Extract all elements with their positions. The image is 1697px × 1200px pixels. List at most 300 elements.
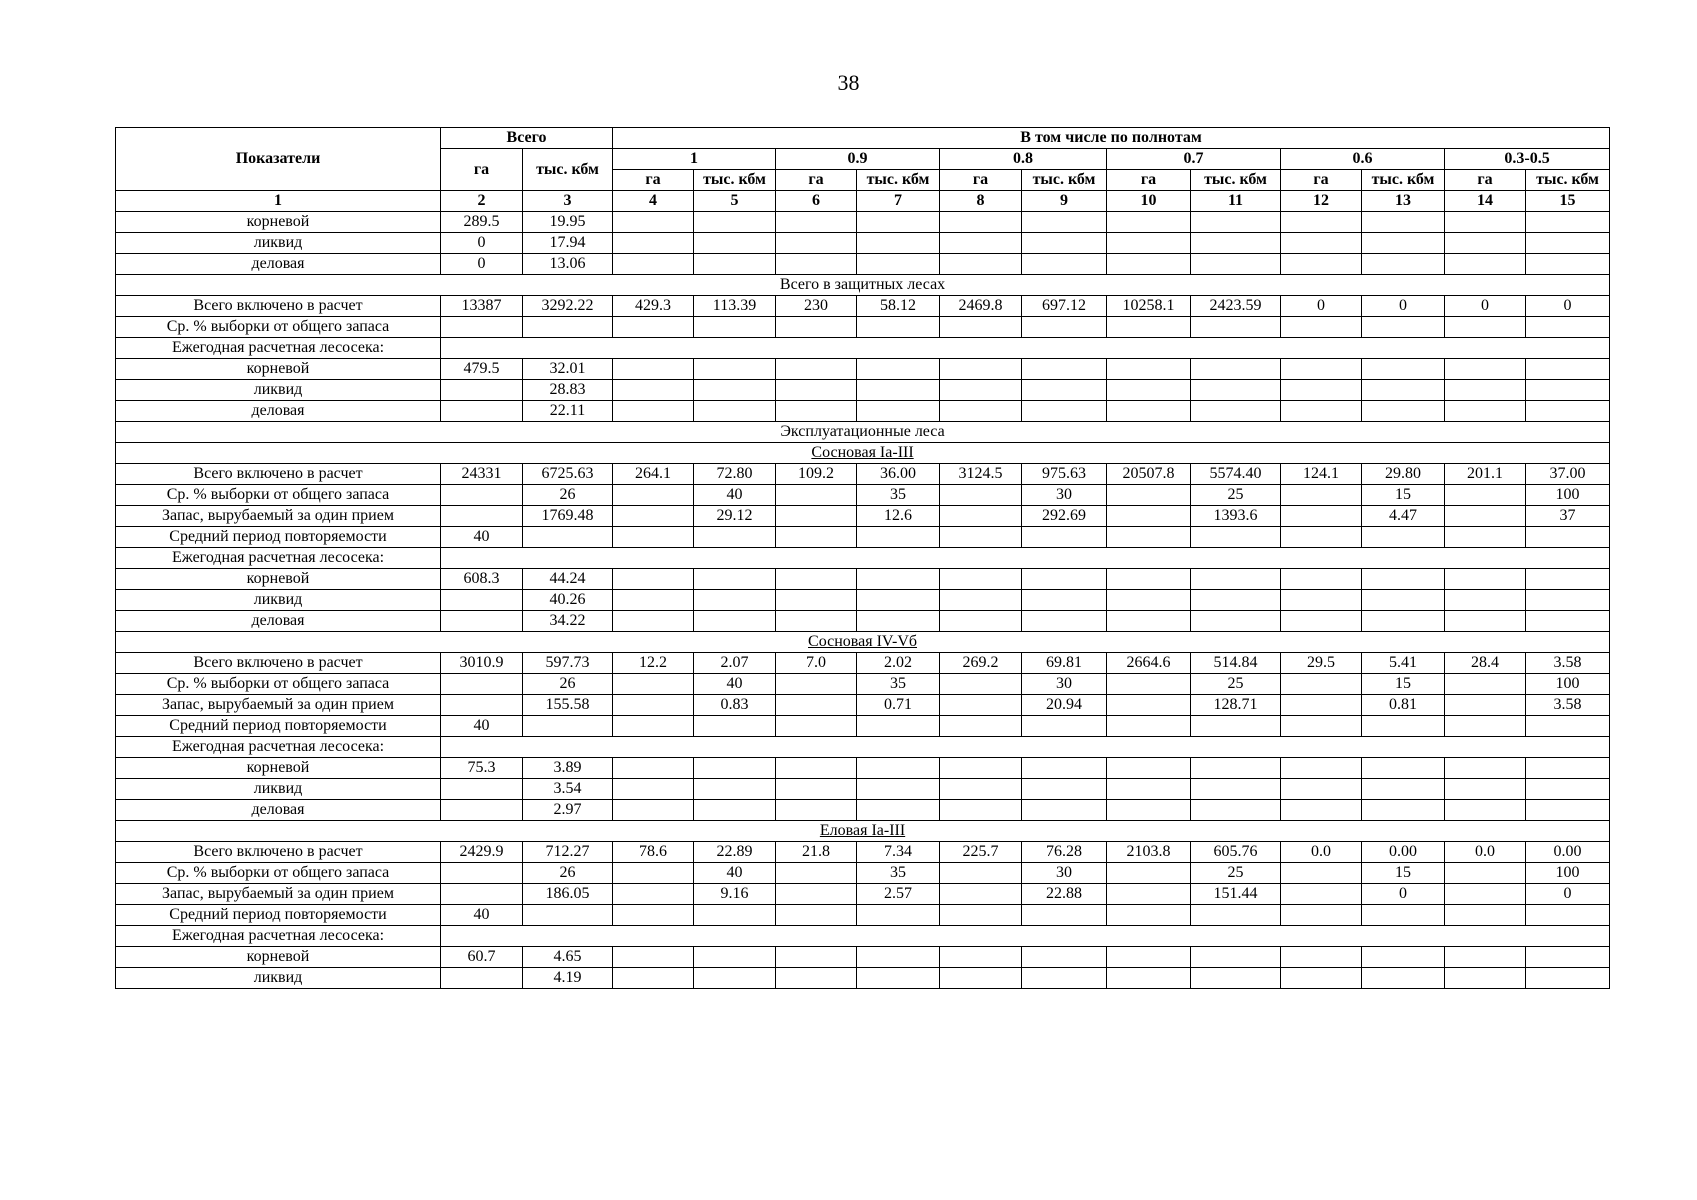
empty-span-cell xyxy=(441,737,1610,758)
table-row xyxy=(116,485,1610,506)
table-cell: 2664.6 xyxy=(1107,653,1191,674)
table-cell: 29.12 xyxy=(694,506,776,527)
table-cell xyxy=(1362,359,1445,380)
table-cell xyxy=(694,569,776,590)
table-cell xyxy=(613,695,694,716)
table-cell xyxy=(1362,947,1445,968)
header-unit-ga: га xyxy=(1281,170,1362,191)
table-cell xyxy=(857,590,940,611)
table-cell: 37.00 xyxy=(1526,464,1610,485)
table-cell xyxy=(613,800,694,821)
row-label: Запас, вырубаемый за один прием xyxy=(116,506,441,527)
table-cell: 712.27 xyxy=(523,842,613,863)
table-cell xyxy=(1022,947,1107,968)
table-cell xyxy=(1191,233,1281,254)
table-cell xyxy=(1281,905,1362,926)
table-cell xyxy=(1445,758,1526,779)
table-cell xyxy=(523,716,613,737)
table-cell xyxy=(694,401,776,422)
table-cell xyxy=(1281,590,1362,611)
table-cell xyxy=(1107,317,1191,338)
row-label: деловая xyxy=(116,401,441,422)
table-cell xyxy=(1362,590,1445,611)
table-cell: 3.54 xyxy=(523,779,613,800)
table-cell: 292.69 xyxy=(1022,506,1107,527)
table-cell xyxy=(613,506,694,527)
table-cell xyxy=(1281,968,1362,989)
subsection-title xyxy=(116,443,1610,464)
table-row xyxy=(116,863,1610,884)
table-cell xyxy=(940,590,1022,611)
table-cell xyxy=(940,947,1022,968)
table-row xyxy=(116,233,1610,254)
table-cell: 1769.48 xyxy=(523,506,613,527)
table-cell xyxy=(776,674,857,695)
table-cell: 35 xyxy=(857,674,940,695)
section-row xyxy=(116,275,1610,296)
table-cell xyxy=(694,380,776,401)
row-label: Ср. % выборки от общего запаса xyxy=(116,485,441,506)
table-cell: 13.06 xyxy=(523,254,613,275)
table-cell: 2423.59 xyxy=(1191,296,1281,317)
table-cell xyxy=(1445,233,1526,254)
table-cell xyxy=(1191,590,1281,611)
table-cell: 19.95 xyxy=(523,212,613,233)
header-unit-kbm: тыс. кбм xyxy=(1191,170,1281,191)
table-cell xyxy=(776,506,857,527)
table-cell xyxy=(1526,611,1610,632)
table-cell: 25 xyxy=(1191,863,1281,884)
table-cell xyxy=(857,401,940,422)
table-cell xyxy=(613,569,694,590)
table-cell: 60.7 xyxy=(441,947,523,968)
column-number: 7 xyxy=(857,191,940,212)
table-cell: 12.2 xyxy=(613,653,694,674)
table-cell xyxy=(776,863,857,884)
table-cell xyxy=(441,611,523,632)
table-cell xyxy=(940,233,1022,254)
table-cell: 697.12 xyxy=(1022,296,1107,317)
column-number-row xyxy=(116,191,1610,212)
table-cell: 0 xyxy=(441,233,523,254)
table-cell: 30 xyxy=(1022,863,1107,884)
table-cell xyxy=(613,674,694,695)
table-cell xyxy=(1362,968,1445,989)
table-cell: 124.1 xyxy=(1281,464,1362,485)
column-number: 8 xyxy=(940,191,1022,212)
row-label: Запас, вырубаемый за один прием xyxy=(116,884,441,905)
table-cell: 0 xyxy=(441,254,523,275)
header-total-ga: га xyxy=(441,149,523,191)
header-total-kbm: тыс. кбм xyxy=(523,149,613,191)
table-cell: 37 xyxy=(1526,506,1610,527)
table-cell xyxy=(613,947,694,968)
table-row xyxy=(116,464,1610,485)
table-cell xyxy=(1526,905,1610,926)
table-cell xyxy=(940,317,1022,338)
label-row xyxy=(116,548,1610,569)
table-cell: 4.65 xyxy=(523,947,613,968)
row-label: корневой xyxy=(116,359,441,380)
column-number: 14 xyxy=(1445,191,1526,212)
table-cell xyxy=(613,863,694,884)
header-density: 0.7 xyxy=(1107,149,1281,170)
table-cell: 2.57 xyxy=(857,884,940,905)
table-cell: 2429.9 xyxy=(441,842,523,863)
label-row xyxy=(116,926,1610,947)
table-cell xyxy=(1191,800,1281,821)
table-cell xyxy=(1281,359,1362,380)
table-cell xyxy=(1362,800,1445,821)
table-cell xyxy=(1022,611,1107,632)
table-cell xyxy=(1362,779,1445,800)
table-cell xyxy=(940,359,1022,380)
table-cell xyxy=(1445,611,1526,632)
table-cell xyxy=(1281,401,1362,422)
table-row xyxy=(116,359,1610,380)
row-label: ликвид xyxy=(116,779,441,800)
table-cell xyxy=(940,401,1022,422)
column-number: 1 xyxy=(116,191,441,212)
table-cell: 3010.9 xyxy=(441,653,523,674)
table-row xyxy=(116,527,1610,548)
column-number: 12 xyxy=(1281,191,1362,212)
table-cell xyxy=(694,779,776,800)
table-cell xyxy=(1191,401,1281,422)
table-row xyxy=(116,674,1610,695)
section-title xyxy=(116,275,1610,296)
table-cell xyxy=(857,758,940,779)
table-cell xyxy=(441,317,523,338)
table-cell xyxy=(776,590,857,611)
table-cell xyxy=(1526,758,1610,779)
table-cell xyxy=(940,716,1022,737)
table-cell: 13387 xyxy=(441,296,523,317)
table-cell xyxy=(613,590,694,611)
subsection-row xyxy=(116,821,1610,842)
table-cell xyxy=(613,380,694,401)
table-cell: 0 xyxy=(1526,884,1610,905)
table-cell xyxy=(1445,800,1526,821)
table-cell xyxy=(1107,590,1191,611)
table-cell xyxy=(1445,380,1526,401)
table-cell xyxy=(1191,380,1281,401)
table-cell: 35 xyxy=(857,485,940,506)
table-cell xyxy=(1526,317,1610,338)
table-cell xyxy=(1526,212,1610,233)
table-cell xyxy=(776,527,857,548)
table-cell xyxy=(1107,380,1191,401)
table-cell: 0.71 xyxy=(857,695,940,716)
forest-table xyxy=(115,127,1610,989)
table-cell xyxy=(441,968,523,989)
table-cell xyxy=(1107,233,1191,254)
table-cell xyxy=(1445,716,1526,737)
table-cell xyxy=(776,611,857,632)
header-unit-ga: га xyxy=(613,170,694,191)
table-cell: 4.47 xyxy=(1362,506,1445,527)
table-cell xyxy=(1107,863,1191,884)
table-cell xyxy=(776,758,857,779)
header-unit-ga: га xyxy=(1445,170,1526,191)
table-cell: 0 xyxy=(1445,296,1526,317)
empty-span-cell xyxy=(441,926,1610,947)
table-cell: 0.00 xyxy=(1362,842,1445,863)
column-number: 11 xyxy=(1191,191,1281,212)
table-cell xyxy=(857,569,940,590)
table-cell xyxy=(1022,569,1107,590)
table-cell xyxy=(1022,527,1107,548)
table-cell xyxy=(694,611,776,632)
row-label: Запас, вырубаемый за один прием xyxy=(116,695,441,716)
table-cell xyxy=(857,800,940,821)
table-cell: 20.94 xyxy=(1022,695,1107,716)
table-body xyxy=(116,212,1610,989)
table-cell xyxy=(940,506,1022,527)
table-cell xyxy=(857,212,940,233)
table-cell: 2469.8 xyxy=(940,296,1022,317)
table-cell xyxy=(1445,695,1526,716)
table-cell xyxy=(1107,674,1191,695)
row-label: деловая xyxy=(116,800,441,821)
table-cell: 225.7 xyxy=(940,842,1022,863)
subsection-title-text: Сосновая IV-Vб xyxy=(808,633,918,650)
table-row xyxy=(116,296,1610,317)
table-cell xyxy=(776,800,857,821)
row-label: Ежегодная расчетная лесосека: xyxy=(116,548,441,569)
table-cell xyxy=(441,695,523,716)
table-cell xyxy=(1107,968,1191,989)
table-cell xyxy=(1526,380,1610,401)
page-number: 38 xyxy=(837,70,860,95)
table-cell xyxy=(1526,968,1610,989)
table-cell xyxy=(613,317,694,338)
section-row xyxy=(116,422,1610,443)
table-cell xyxy=(1022,905,1107,926)
table-cell: 201.1 xyxy=(1445,464,1526,485)
table-cell: 72.80 xyxy=(694,464,776,485)
row-label: Ежегодная расчетная лесосека: xyxy=(116,737,441,758)
column-number: 10 xyxy=(1107,191,1191,212)
table-cell: 26 xyxy=(523,485,613,506)
table-cell xyxy=(694,254,776,275)
table-cell xyxy=(857,527,940,548)
table-cell: 22.88 xyxy=(1022,884,1107,905)
table-cell: 40 xyxy=(694,674,776,695)
header-density: 0.8 xyxy=(940,149,1107,170)
table-cell: 151.44 xyxy=(1191,884,1281,905)
table-cell: 17.94 xyxy=(523,233,613,254)
table-cell: 4.19 xyxy=(523,968,613,989)
table-cell: 479.5 xyxy=(441,359,523,380)
table-cell xyxy=(1191,317,1281,338)
table-cell xyxy=(1107,485,1191,506)
table-cell xyxy=(1362,254,1445,275)
table-cell xyxy=(776,569,857,590)
table-cell: 24331 xyxy=(441,464,523,485)
header-total: Всего xyxy=(441,128,613,149)
table-cell xyxy=(1022,968,1107,989)
column-number: 5 xyxy=(694,191,776,212)
table-cell xyxy=(857,233,940,254)
table-row xyxy=(116,905,1610,926)
table-row xyxy=(116,884,1610,905)
table-cell: 429.3 xyxy=(613,296,694,317)
table-cell xyxy=(613,212,694,233)
table-cell: 26 xyxy=(523,863,613,884)
row-label: Ежегодная расчетная лесосека: xyxy=(116,338,441,359)
table-cell xyxy=(1107,611,1191,632)
table-cell xyxy=(1107,359,1191,380)
table-cell xyxy=(940,905,1022,926)
table-cell xyxy=(1445,569,1526,590)
table-cell: 30 xyxy=(1022,674,1107,695)
table-cell: 22.89 xyxy=(694,842,776,863)
table-row xyxy=(116,716,1610,737)
table-cell xyxy=(1281,254,1362,275)
table-cell xyxy=(523,527,613,548)
table-cell: 0 xyxy=(1362,884,1445,905)
table-cell xyxy=(1022,233,1107,254)
table-cell xyxy=(1362,380,1445,401)
table-cell xyxy=(613,884,694,905)
table-cell xyxy=(776,359,857,380)
row-label: корневой xyxy=(116,212,441,233)
table-cell xyxy=(940,254,1022,275)
table-cell: 0 xyxy=(1526,296,1610,317)
table-row xyxy=(116,758,1610,779)
table-cell: 975.63 xyxy=(1022,464,1107,485)
table-row xyxy=(116,590,1610,611)
table-cell: 0.00 xyxy=(1526,842,1610,863)
table-cell xyxy=(1526,401,1610,422)
table-cell xyxy=(1362,716,1445,737)
table-cell xyxy=(1107,716,1191,737)
table-cell xyxy=(1281,674,1362,695)
table-cell: 44.24 xyxy=(523,569,613,590)
table-cell xyxy=(1281,527,1362,548)
table-row xyxy=(116,611,1610,632)
table-cell xyxy=(1191,905,1281,926)
table-cell: 36.00 xyxy=(857,464,940,485)
table-cell: 26 xyxy=(523,674,613,695)
table-cell xyxy=(940,485,1022,506)
table-cell xyxy=(1107,779,1191,800)
table-cell xyxy=(1362,527,1445,548)
section-title-text: Всего в защитных лесах xyxy=(779,276,946,293)
table-cell xyxy=(1107,695,1191,716)
table-cell xyxy=(1281,611,1362,632)
table-cell xyxy=(1445,884,1526,905)
table-cell: 35 xyxy=(857,863,940,884)
table-cell xyxy=(694,800,776,821)
table-cell xyxy=(1445,485,1526,506)
header-unit-kbm: тыс. кбм xyxy=(1362,170,1445,191)
table-cell: 40 xyxy=(441,716,523,737)
table-cell xyxy=(1022,779,1107,800)
table-cell xyxy=(776,968,857,989)
table-cell xyxy=(940,674,1022,695)
table-cell xyxy=(1191,716,1281,737)
table-cell: 0.81 xyxy=(1362,695,1445,716)
table-cell xyxy=(694,968,776,989)
table-cell xyxy=(1526,527,1610,548)
table-cell xyxy=(776,905,857,926)
column-number: 2 xyxy=(441,191,523,212)
table-cell xyxy=(1526,716,1610,737)
table-cell: 289.5 xyxy=(441,212,523,233)
table-cell xyxy=(1526,254,1610,275)
table-cell xyxy=(940,380,1022,401)
table-cell xyxy=(776,695,857,716)
table-cell: 29.5 xyxy=(1281,653,1362,674)
table-cell xyxy=(1191,212,1281,233)
header-unit-kbm: тыс. кбм xyxy=(857,170,940,191)
table-cell xyxy=(1022,401,1107,422)
table-cell xyxy=(1191,968,1281,989)
table-cell xyxy=(776,716,857,737)
table-cell xyxy=(940,611,1022,632)
row-label: Ср. % выборки от общего запаса xyxy=(116,317,441,338)
table-cell: 25 xyxy=(1191,485,1281,506)
table-cell: 15 xyxy=(1362,485,1445,506)
table-cell: 40.26 xyxy=(523,590,613,611)
table-cell xyxy=(1281,695,1362,716)
row-label: Ежегодная расчетная лесосека: xyxy=(116,926,441,947)
table-cell xyxy=(694,905,776,926)
table-cell xyxy=(694,317,776,338)
table-cell xyxy=(1526,947,1610,968)
table-cell xyxy=(1445,863,1526,884)
table-cell xyxy=(1191,527,1281,548)
table-cell xyxy=(1526,233,1610,254)
table-cell xyxy=(1191,611,1281,632)
table-cell xyxy=(613,779,694,800)
column-number: 15 xyxy=(1526,191,1610,212)
table-cell xyxy=(1022,212,1107,233)
table-row xyxy=(116,947,1610,968)
table-cell xyxy=(613,359,694,380)
table-row xyxy=(116,653,1610,674)
table-row xyxy=(116,779,1610,800)
row-label: деловая xyxy=(116,611,441,632)
subsection-row xyxy=(116,443,1610,464)
header-unit-ga: га xyxy=(1107,170,1191,191)
table-cell xyxy=(1526,779,1610,800)
table-cell xyxy=(1281,800,1362,821)
table-cell: 3.58 xyxy=(1526,695,1610,716)
table-cell xyxy=(776,779,857,800)
table-cell xyxy=(1022,380,1107,401)
table-cell xyxy=(776,485,857,506)
table-cell xyxy=(694,947,776,968)
table-cell xyxy=(1362,569,1445,590)
table-cell xyxy=(613,968,694,989)
table-cell: 186.05 xyxy=(523,884,613,905)
table-cell xyxy=(940,212,1022,233)
subsection-row xyxy=(116,632,1610,653)
label-row xyxy=(116,338,1610,359)
table-cell: 2.07 xyxy=(694,653,776,674)
table-cell: 100 xyxy=(1526,863,1610,884)
row-label: Средний период повторяемости xyxy=(116,905,441,926)
row-label: Ср. % выборки от общего запаса xyxy=(116,674,441,695)
table-cell xyxy=(1107,947,1191,968)
column-number: 9 xyxy=(1022,191,1107,212)
label-row xyxy=(116,737,1610,758)
table-cell xyxy=(1526,359,1610,380)
table-cell xyxy=(1022,758,1107,779)
